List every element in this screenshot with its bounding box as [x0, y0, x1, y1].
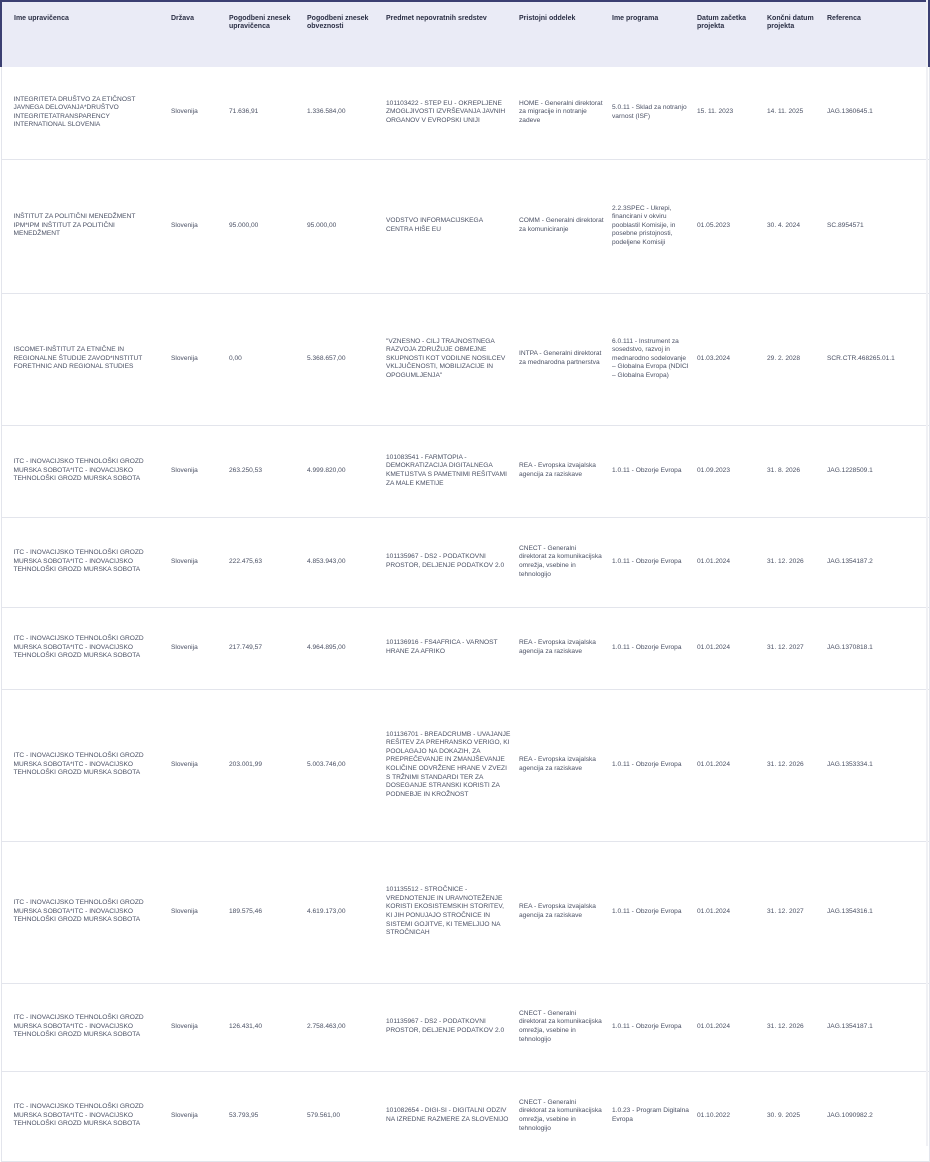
column-header-amount-commitment[interactable]: Pogodbeni znesek obveznosti: [303, 1, 382, 67]
cell-end-date: 31. 12. 2026: [763, 689, 823, 841]
cell-end-date: 31. 12. 2027: [763, 841, 823, 983]
cell-amount-commitment: 4.619.173,00: [303, 841, 382, 983]
cell-subject: 101135967 - DS2 - PODATKOVNI PROSTOR, DELJENJE PODATKOV 2.0: [382, 517, 515, 607]
cell-amount-commitment: 2.758.463,00: [303, 983, 382, 1071]
cell-start-date: 01.01.2024: [693, 841, 763, 983]
cell-beneficiary: INTEGRITETA DRUŠTVO ZA ETIČNOST JAVNEGA DELOVANJA*DRUŠTVO INTEGRITETATRANSPARENCY INTERNATIONAL SLOVENIA: [1, 67, 167, 159]
cell-end-date: 30. 4. 2024: [763, 159, 823, 293]
cell-programme: 1.0.11 - Obzorje Evropa: [608, 983, 693, 1071]
cell-programme: 1.0.11 - Obzorje Evropa: [608, 607, 693, 689]
cell-start-date: 01.10.2022: [693, 1071, 763, 1161]
cell-subject: 101135512 - STROČNICE - VREDNOTENJE IN URAVNOTEŽENJE KORISTI EKOSISTEMSKIH STORITEV, KI JIH PONUJAJO STROČNICE IN SISTEMI GOJITVE, KI TEMELJIJO NA STROČNICAH: [382, 841, 515, 983]
column-header-department[interactable]: Pristojni oddelek: [515, 1, 608, 67]
cell-programme: 2.2.3SPEC - Ukrepi, financirani v okviru pooblastil Komisije, in posebne pristojnosti, podeljene Komisiji: [608, 159, 693, 293]
cell-subject: "VZNESNO - CILJ TRAJNOSTNEGA RAZVOJA ZDRUŽUJE OBMEJNE SKUPNOSTI KOT VODILNE NOSILCEV VKLJUČENOSTI, MOBILIZACIJE IN OPOGUMLJENJA": [382, 293, 515, 425]
cell-amount-beneficiary: 95.000,00: [225, 159, 303, 293]
cell-beneficiary: ITC - INOVACIJSKO TEHNOLOŠKI GROZD MURSKA SOBOTA*ITC - INOVACIJSKO TEHNOLOŠKI GROZD MURSKA SOBOTA: [1, 689, 167, 841]
cell-department: CNECT - Generalni direktorat za komunikacijska omrežja, vsebine in tehnologijo: [515, 1071, 608, 1161]
cell-amount-commitment: 4.853.943,00: [303, 517, 382, 607]
cell-department: REA - Evropska izvajalska agencija za raziskave: [515, 425, 608, 517]
cell-start-date: 01.09.2023: [693, 425, 763, 517]
cell-country: Slovenija: [167, 425, 225, 517]
cell-start-date: 01.01.2024: [693, 689, 763, 841]
cell-amount-beneficiary: 263.250,53: [225, 425, 303, 517]
cell-programme: 6.0.111 - Instrument za sosedstvo, razvoj in mednarodno sodelovanje – Globalna Evropa (NDICI – Globalna Evropa): [608, 293, 693, 425]
cell-country: Slovenija: [167, 689, 225, 841]
column-header-subject[interactable]: Predmet nepovratnih sredstev: [382, 1, 515, 67]
cell-beneficiary: ISCOMET-INŠTITUT ZA ETNIČNE IN REGIONALNE ŠTUDIJE ZAVOD*INSTITUT FORETHNIC AND REGIONAL STUDIES: [1, 293, 167, 425]
cell-amount-beneficiary: 217.749,57: [225, 607, 303, 689]
table-row[interactable]: [1, 517, 929, 607]
cell-reference: JAG.1354187.2: [823, 517, 929, 607]
cell-country: Slovenija: [167, 983, 225, 1071]
cell-programme: 1.0.11 - Obzorje Evropa: [608, 689, 693, 841]
cell-end-date: 30. 9. 2025: [763, 1071, 823, 1161]
column-header-amount-beneficiary[interactable]: Pogodbeni znesek upravičenca: [225, 1, 303, 67]
cell-amount-commitment: 1.336.584,00: [303, 67, 382, 159]
cell-department: CNECT - Generalni direktorat za komunikacijska omrežja, vsebine in tehnologijo: [515, 983, 608, 1071]
cell-beneficiary: ITC - INOVACIJSKO TEHNOLOŠKI GROZD MURSKA SOBOTA*ITC - INOVACIJSKO TEHNOLOŠKI GROZD MURSKA SOBOTA: [1, 1071, 167, 1161]
cell-subject: 101136701 - BREADCRUMB - UVAJANJE REŠITEV ZA PREHRANSKO VERIGO, KI POOLAGAJO NA DOKAZIH, ZA PREPREČEVANJE IN ZMANJŠEVANJE KOLIČINE ODVRŽENE HRANE V ZVEZI S TRŽNIMI STANDARDI TER ZA DOSEGANJE STRANSKI KORISTI ZA PODNEBJE IN KROŽNOST: [382, 689, 515, 841]
cell-end-date: 31. 8. 2026: [763, 425, 823, 517]
cell-start-date: 01.01.2024: [693, 517, 763, 607]
cell-subject: 101135967 - DS2 - PODATKOVNI PROSTOR, DELJENJE PODATKOV 2.0: [382, 983, 515, 1071]
cell-amount-beneficiary: 126.431,40: [225, 983, 303, 1071]
cell-reference: SC.8954571: [823, 159, 929, 293]
cell-programme: 1.0.11 - Obzorje Evropa: [608, 425, 693, 517]
cell-country: Slovenija: [167, 517, 225, 607]
cell-amount-commitment: 5.003.746,00: [303, 689, 382, 841]
cell-reference: JAG.1228509.1: [823, 425, 929, 517]
cell-beneficiary: ITC - INOVACIJSKO TEHNOLOŠKI GROZD MURSKA SOBOTA*ITC - INOVACIJSKO TEHNOLOŠKI GROZD MURSKA SOBOTA: [1, 517, 167, 607]
cell-start-date: 15. 11. 2023: [693, 67, 763, 159]
cell-department: REA - Evropska izvajalska agencija za raziskave: [515, 689, 608, 841]
cell-country: Slovenija: [167, 607, 225, 689]
cell-department: REA - Evropska izvajalska agencija za raziskave: [515, 607, 608, 689]
cell-beneficiary: ITC - INOVACIJSKO TEHNOLOŠKI GROZD MURSKA SOBOTA*ITC - INOVACIJSKO TEHNOLOŠKI GROZD MURSKA SOBOTA: [1, 425, 167, 517]
column-header-start-date[interactable]: Datum začetka projekta: [693, 1, 763, 67]
cell-amount-beneficiary: 71.636,91: [225, 67, 303, 159]
cell-programme: 5.0.11 - Sklad za notranjo varnost (ISF): [608, 67, 693, 159]
cell-reference: JAG.1360645.1: [823, 67, 929, 159]
cell-reference: JAG.1090982.2: [823, 1071, 929, 1161]
cell-amount-commitment: 5.368.657,00: [303, 293, 382, 425]
cell-country: Slovenija: [167, 67, 225, 159]
column-header-beneficiary[interactable]: Ime upravičenca: [1, 1, 167, 67]
cell-reference: JAG.1354316.1: [823, 841, 929, 983]
cell-programme: 1.0.11 - Obzorje Evropa: [608, 841, 693, 983]
cell-amount-commitment: 4.964.895,00: [303, 607, 382, 689]
table-header-row: [1, 1, 929, 67]
cell-amount-beneficiary: 203.001,99: [225, 689, 303, 841]
table-row[interactable]: [1, 425, 929, 517]
cell-programme: 1.0.23 - Program Digitalna Evropa: [608, 1071, 693, 1161]
column-header-reference[interactable]: Referenca: [823, 1, 929, 67]
cell-beneficiary: ITC - INOVACIJSKO TEHNOLOŠKI GROZD MURSKA SOBOTA*ITC - INOVACIJSKO TEHNOLOŠKI GROZD MURSKA SOBOTA: [1, 841, 167, 983]
cell-reference: JAG.1353334.1: [823, 689, 929, 841]
table-row[interactable]: [1, 607, 929, 689]
cell-department: CNECT - Generalni direktorat za komunikacijska omrežja, vsebine in tehnologijo: [515, 517, 608, 607]
table-row[interactable]: [1, 293, 929, 425]
cell-department: REA - Evropska izvajalska agencija za raziskave: [515, 841, 608, 983]
cell-reference: JAG.1354187.1: [823, 983, 929, 1071]
cell-country: Slovenija: [167, 293, 225, 425]
cell-country: Slovenija: [167, 841, 225, 983]
cell-country: Slovenija: [167, 159, 225, 293]
cell-amount-beneficiary: 53.793,95: [225, 1071, 303, 1161]
cell-end-date: 31. 12. 2026: [763, 517, 823, 607]
cell-amount-commitment: 95.000,00: [303, 159, 382, 293]
cell-start-date: 01.01.2024: [693, 983, 763, 1071]
cell-amount-commitment: 4.999.820,00: [303, 425, 382, 517]
table-row[interactable]: [1, 159, 929, 293]
cell-department: COMM - Generalni direktorat za komuniciranje: [515, 159, 608, 293]
cell-start-date: 01.05.2023: [693, 159, 763, 293]
cell-subject: 101136916 - FS4AFRICA - VARNOST HRANE ZA AFRIKO: [382, 607, 515, 689]
cell-subject: VODSTVO INFORMACIJSKEGA CENTRA HIŠE EU: [382, 159, 515, 293]
cell-department: HOME - Generalni direktorat za migracije in notranje zadeve: [515, 67, 608, 159]
cell-reference: JAG.1370818.1: [823, 607, 929, 689]
cell-start-date: 01.01.2024: [693, 607, 763, 689]
table-row[interactable]: [1, 67, 929, 159]
table-row[interactable]: [1, 689, 929, 841]
cell-end-date: 29. 2. 2028: [763, 293, 823, 425]
cell-beneficiary: ITC - INOVACIJSKO TEHNOLOŠKI GROZD MURSKA SOBOTA*ITC - INOVACIJSKO TEHNOLOŠKI GROZD MURSKA SOBOTA: [1, 983, 167, 1071]
cell-programme: 1.0.11 - Obzorje Evropa: [608, 517, 693, 607]
table-row[interactable]: [1, 841, 929, 983]
table-row[interactable]: [1, 983, 929, 1071]
cell-country: Slovenija: [167, 1071, 225, 1161]
cell-subject: 101082654 - DIGI-SI - DIGITALNI ODZIV NA IZREDNE RAZMERE ZA SLOVENIJO: [382, 1071, 515, 1161]
cell-subject: 101083541 - FARMTOPIA - DEMOKRATIZACIJA DIGITALNEGA KMETIJSTVA S PAMETNIMI REŠITVAMI ZA MALE KMETIJE: [382, 425, 515, 517]
cell-reference: SCR.CTR.468265.01.1: [823, 293, 929, 425]
cell-end-date: 14. 11. 2025: [763, 67, 823, 159]
column-header-country[interactable]: Država: [167, 1, 225, 67]
cell-beneficiary: ITC - INOVACIJSKO TEHNOLOŠKI GROZD MURSKA SOBOTA*ITC - INOVACIJSKO TEHNOLOŠKI GROZD MURSKA SOBOTA: [1, 607, 167, 689]
cell-end-date: 31. 12. 2026: [763, 983, 823, 1071]
column-header-programme[interactable]: Ime programa: [608, 1, 693, 67]
cell-start-date: 01.03.2024: [693, 293, 763, 425]
cell-amount-beneficiary: 222.475,63: [225, 517, 303, 607]
column-header-end-date[interactable]: Končni datum projekta: [763, 1, 823, 67]
cell-department: INTPA - Generalni direktorat za mednarodna partnerstva: [515, 293, 608, 425]
cell-subject: 101103422 - STEP EU - OKREPLJENE ZMOGLJIVOSTI IZVRŠEVANJA JAVNIH ORGANOV V EVROPSKI UNIJI: [382, 67, 515, 159]
scrollbar-track[interactable]: [926, 0, 928, 1146]
cell-amount-beneficiary: 0,00: [225, 293, 303, 425]
cell-beneficiary: INŠTITUT ZA POLITIČNI MENEDŽMENT IPM*IPM INŠTITUT ZA POLITIČNI MENEDŽMENT: [1, 159, 167, 293]
table-row[interactable]: [1, 1071, 929, 1161]
cell-amount-commitment: 579.561,00: [303, 1071, 382, 1161]
cell-amount-beneficiary: 189.575,46: [225, 841, 303, 983]
cell-end-date: 31. 12. 2027: [763, 607, 823, 689]
